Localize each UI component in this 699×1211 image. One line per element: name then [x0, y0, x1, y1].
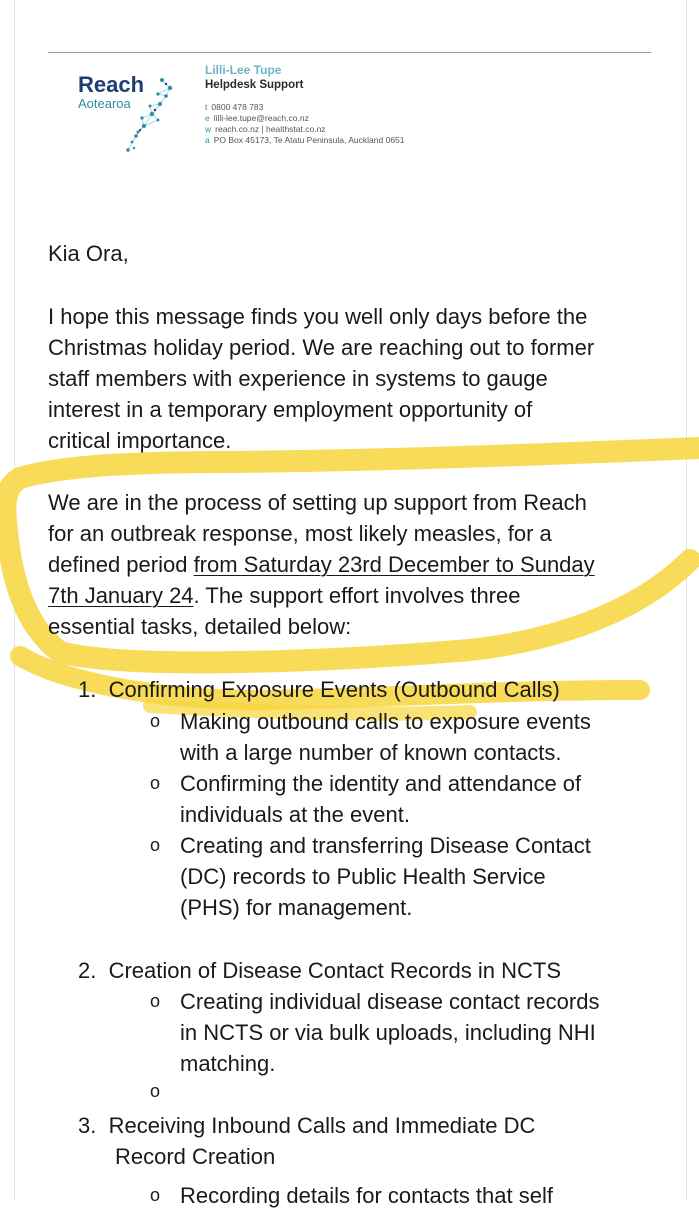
date-range-link[interactable]: from Saturday 23rd December to Sunday	[193, 552, 595, 577]
bullet-icon: o	[150, 991, 161, 1011]
signature-block	[205, 63, 405, 146]
empty-bullet-icon: o	[150, 1081, 161, 1101]
task-3-heading: 3. Receiving Inbound Calls and Immediate DC Record Creation	[78, 1113, 536, 1169]
task-2-bullet-1: Creating individual disease contact records in NCTS or via bulk uploads, including NHI matching.	[180, 989, 600, 1076]
paragraph-intro: I hope this message finds you well only days before the Christmas holiday period. We are reaching out to former staff members with experience in systems to gauge interest in a temporary employment opportunity of critical importance.	[48, 304, 595, 453]
contact-email[interactable]: e lilli-lee.tupe@reach.co.nz	[205, 113, 309, 123]
contact-phone: t 0800 478 783	[205, 102, 264, 112]
task-1-heading: 1. Confirming Exposure Events (Outbound Calls)	[78, 677, 560, 702]
date-end-link[interactable]: 7th January 24	[48, 583, 194, 608]
bullet-icon: o	[150, 773, 161, 793]
contact-address: a PO Box 45173, Te Atatu Peninsula, Auckland 0651	[205, 135, 405, 145]
task-1-bullet-1: Making outbound calls to exposure events with a large number of known contacts.	[180, 709, 591, 765]
paragraph-outbreak: We are in the process of setting up support from Reach for an outbreak response, most likely measles, for a defined period from Saturday 23rd December to Sunday 7th January 24. The support effort involves three essential tasks, detailed below:	[48, 490, 595, 639]
reach-logo	[78, 72, 188, 160]
logo-sub: Aotearoa	[78, 96, 131, 111]
task-2-heading: 2. Creation of Disease Contact Records in NCTS	[78, 958, 562, 983]
task-1-bullet-3: Creating and transferring Disease Contact (DC) records to Public Health Service (PHS) for management.	[180, 833, 591, 920]
logo-name: Reach	[78, 72, 145, 97]
sender-name: Lilli-Lee Tupe	[205, 63, 282, 77]
bullet-icon: o	[150, 711, 161, 731]
task-1-bullet-2: Confirming the identity and attendance of individuals at the event.	[180, 771, 582, 827]
bullet-icon: o	[150, 835, 161, 855]
bullet-icon: o	[150, 1185, 161, 1205]
contact-lines	[205, 102, 405, 146]
task-3-bullet-1-cut: Recording details for contacts that self	[180, 1183, 553, 1208]
contact-web[interactable]: w reach.co.nz | healthstat.co.nz	[205, 124, 326, 134]
header-divider	[48, 52, 651, 53]
sender-title: Helpdesk Support	[205, 79, 304, 91]
greeting: Kia Ora,	[48, 241, 129, 266]
network-map-icon	[122, 74, 188, 160]
